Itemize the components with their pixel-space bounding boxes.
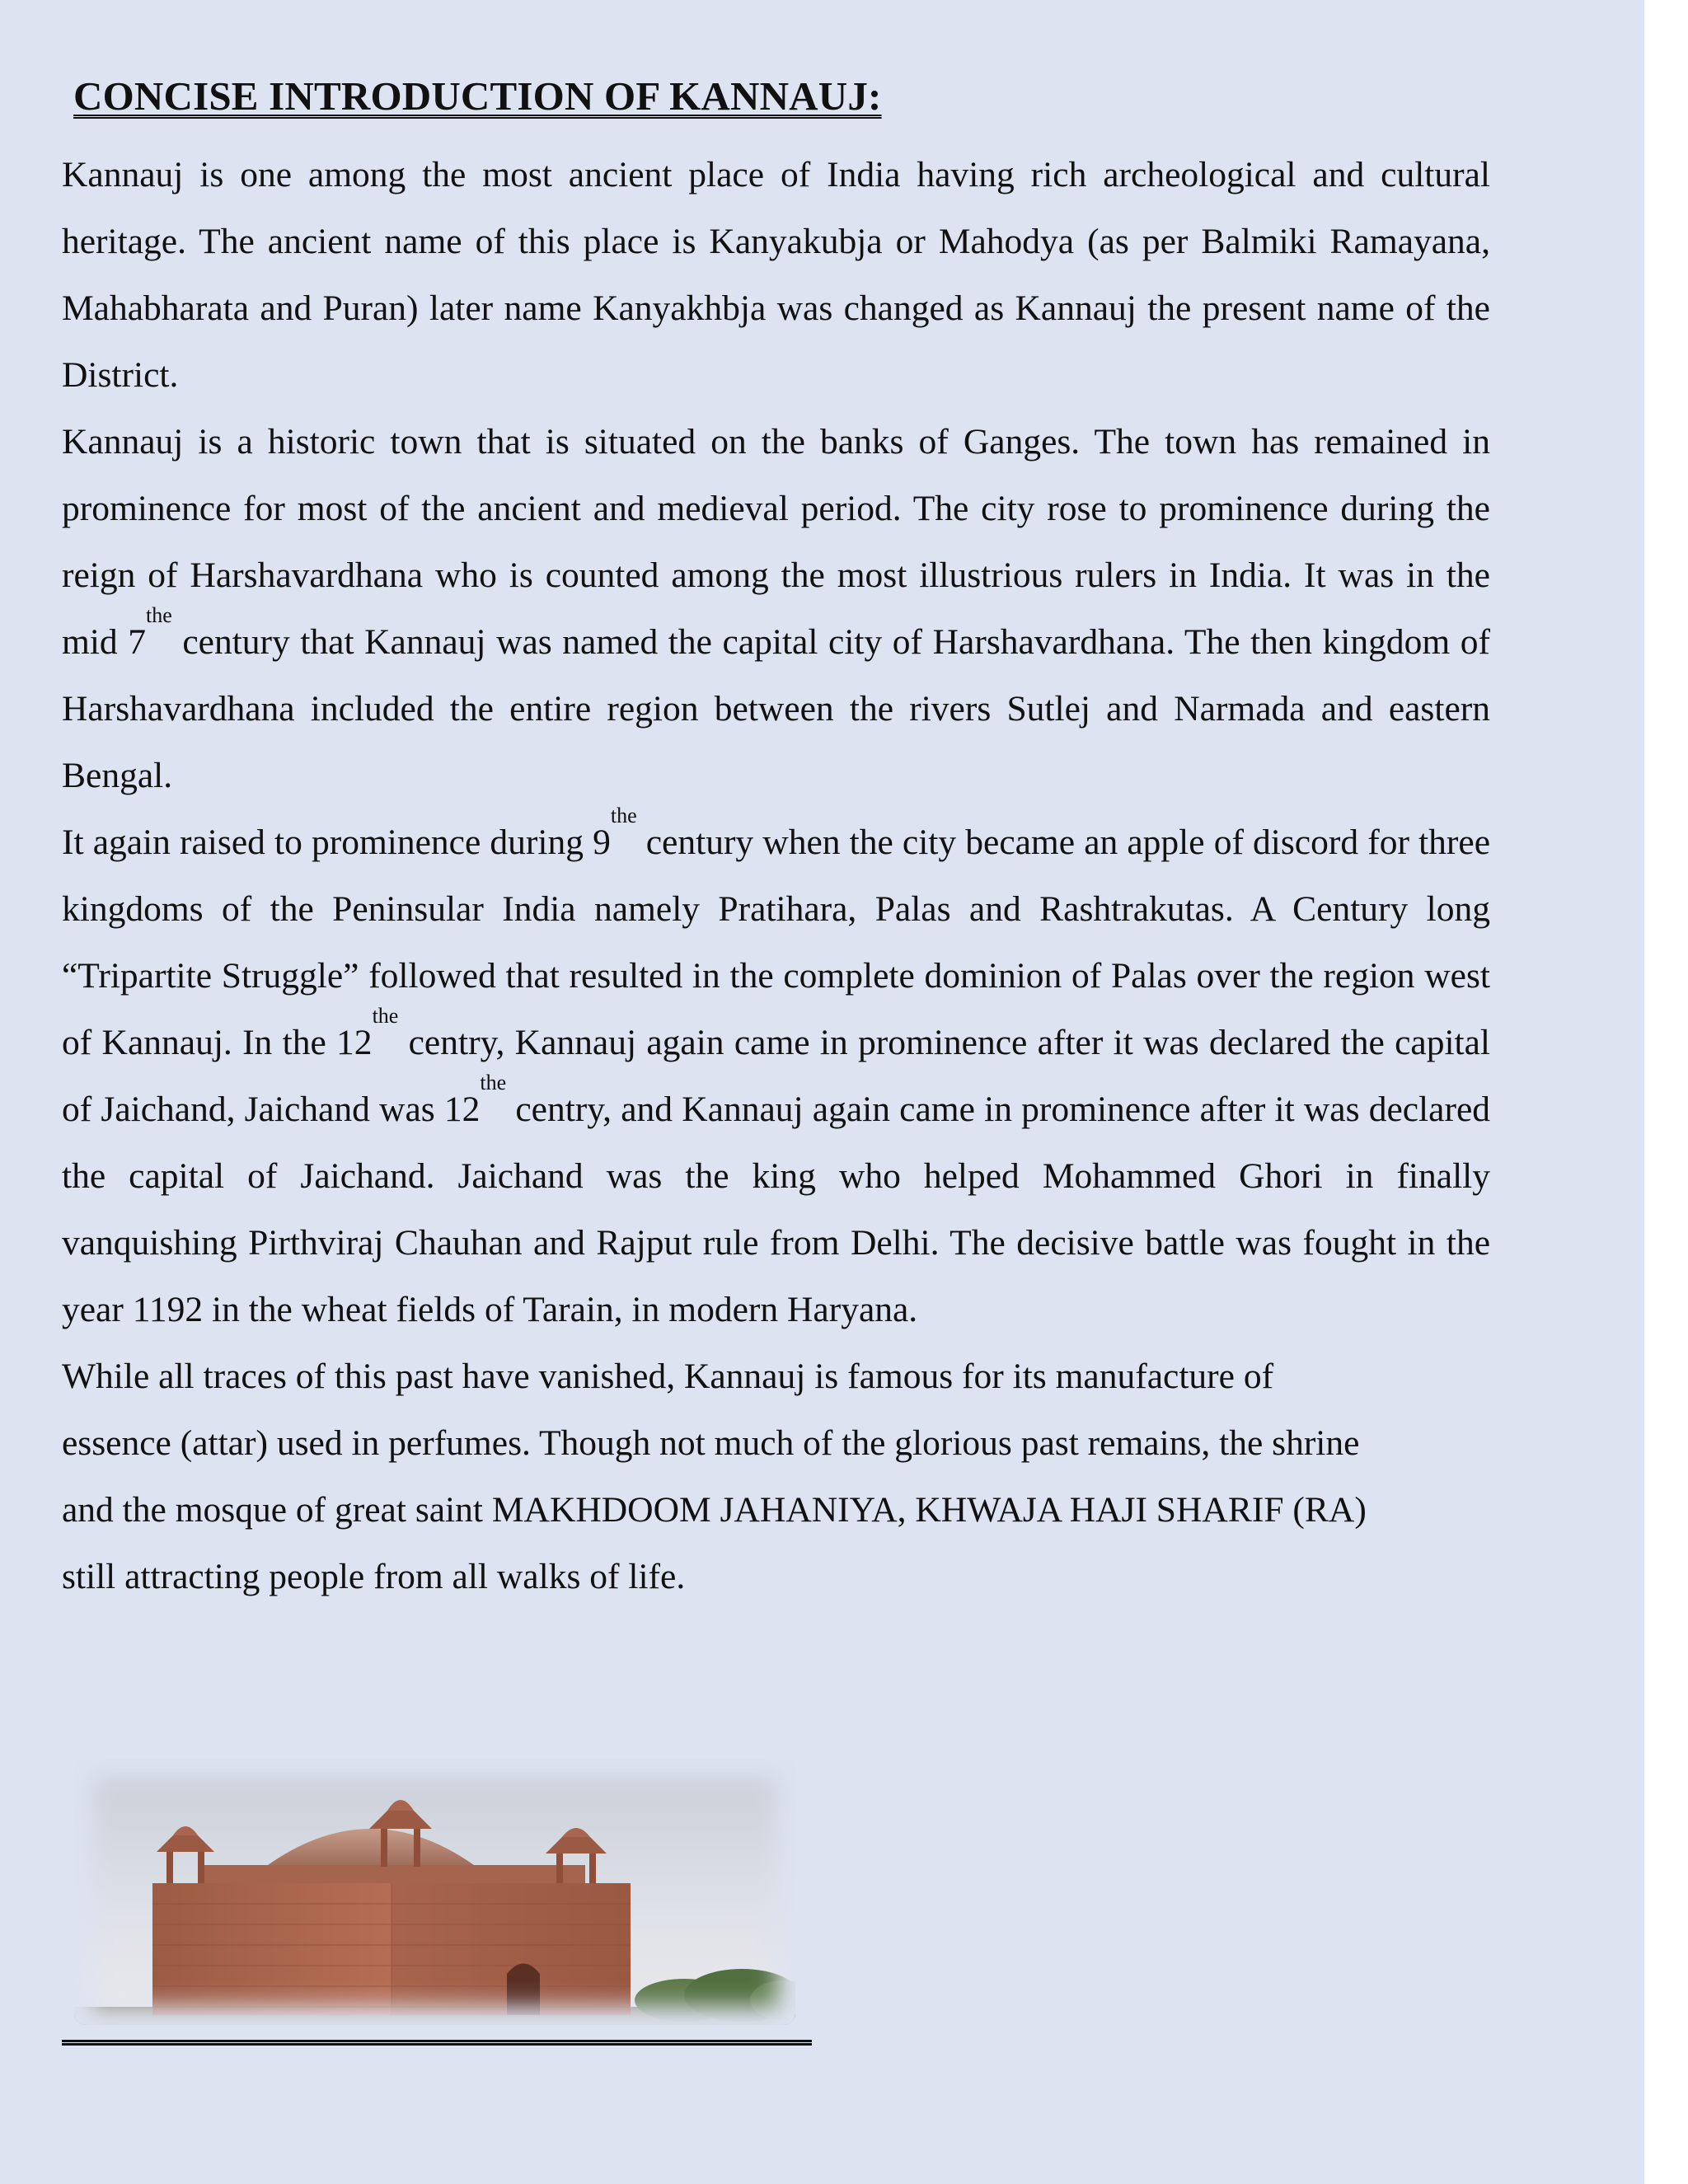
paragraph-intro-text: Kannauj is one among the most ancient place of India having rich archeological and cultural heritage. The ancient name of this place is Kanyakubja or Mahodya (as per Balmiki Ramayana, Mahabharata and Puran) later name Kanyakhbja was changed as Kannauj the present name of the District. <box>62 155 1490 395</box>
paragraph-intro <box>62 142 1490 409</box>
paragraph-tripartite-text-1: It again raised to prominence during 9 <box>62 823 611 862</box>
paragraph-tripartite-text-4: centry, and Kannauj again came in prominence after it was declared the capital of Jaichand. Jaichand was the king who helped Mohammed Ghori in finally vanquishing Pirthviraj Chauhan and Rajput rule from Delhi. The decisive battle was fought in the year 1192 in the wheat fields of Tarain, in modern Haryana. <box>62 1090 1490 1329</box>
paragraph-attar-line-4: still attracting people from all walks of life. <box>62 1557 686 1596</box>
parapet <box>198 1865 585 1885</box>
tomb-photo <box>74 1760 795 2025</box>
paragraph-attar-line-1: While all traces of this past have vanished, Kannauj is famous for its manufacture of <box>62 1357 1274 1396</box>
superscript-ordinal: the <box>610 804 637 827</box>
paragraph-harshavardhana-text-2: century that Kannauj was named the capital city of Harshavardhana. The then kingdom of Harshavardhana included the entire region between the rivers Sutlej and Narmada and eastern Bengal. <box>62 622 1491 795</box>
paragraph-harshavardhana <box>62 409 1490 809</box>
paragraph-attar <box>62 1343 1490 1610</box>
paragraph-attar-line-2: essence (attar) used in perfumes. Though not much of the glorious past remains, the shrine <box>62 1423 1360 1463</box>
paragraph-harshavardhana-text-1: Kannauj is a historic town that is situated on the banks of Ganges. The town has remained in prominence for most of the ancient and medieval period. The city rose to prominence during the reign of Harshavardhana who is counted among the most illustrious rulers in India. It was in the mid 7 <box>62 422 1490 662</box>
superscript-ordinal: the <box>480 1071 507 1094</box>
doorway <box>507 1964 540 2016</box>
tomb-illustration <box>74 1760 795 2025</box>
page-title: CONCISE INTRODUCTION OF KANNAUJ: <box>73 73 882 119</box>
superscript-ordinal: the <box>372 1004 399 1028</box>
superscript-ordinal: the <box>146 603 172 627</box>
double-rule-divider <box>62 2040 812 2046</box>
paragraph-tripartite-text-3: centry, Kannauj again came in prominence after it was declared the capital of Jaichand, Jaichand was 12 <box>62 1023 1491 1129</box>
document-content <box>62 71 1490 1610</box>
paragraph-tripartite-struggle <box>62 804 1491 1343</box>
paragraph-tripartite-text-2: century when the city became an apple of discord for three kingdoms of the Peninsular India namely Pratihara, Palas and Rashtrakutas. A Century long “Tripartite Struggle” followed that resulted in the complete dominion of Palas over the region west of Kannauj. In the 12 <box>62 823 1491 1062</box>
paragraph-attar-line-3: and the mosque of great saint MAKHDOOM JAHANIYA, KHWAJA HAJI SHARIF (RA) <box>62 1490 1367 1530</box>
